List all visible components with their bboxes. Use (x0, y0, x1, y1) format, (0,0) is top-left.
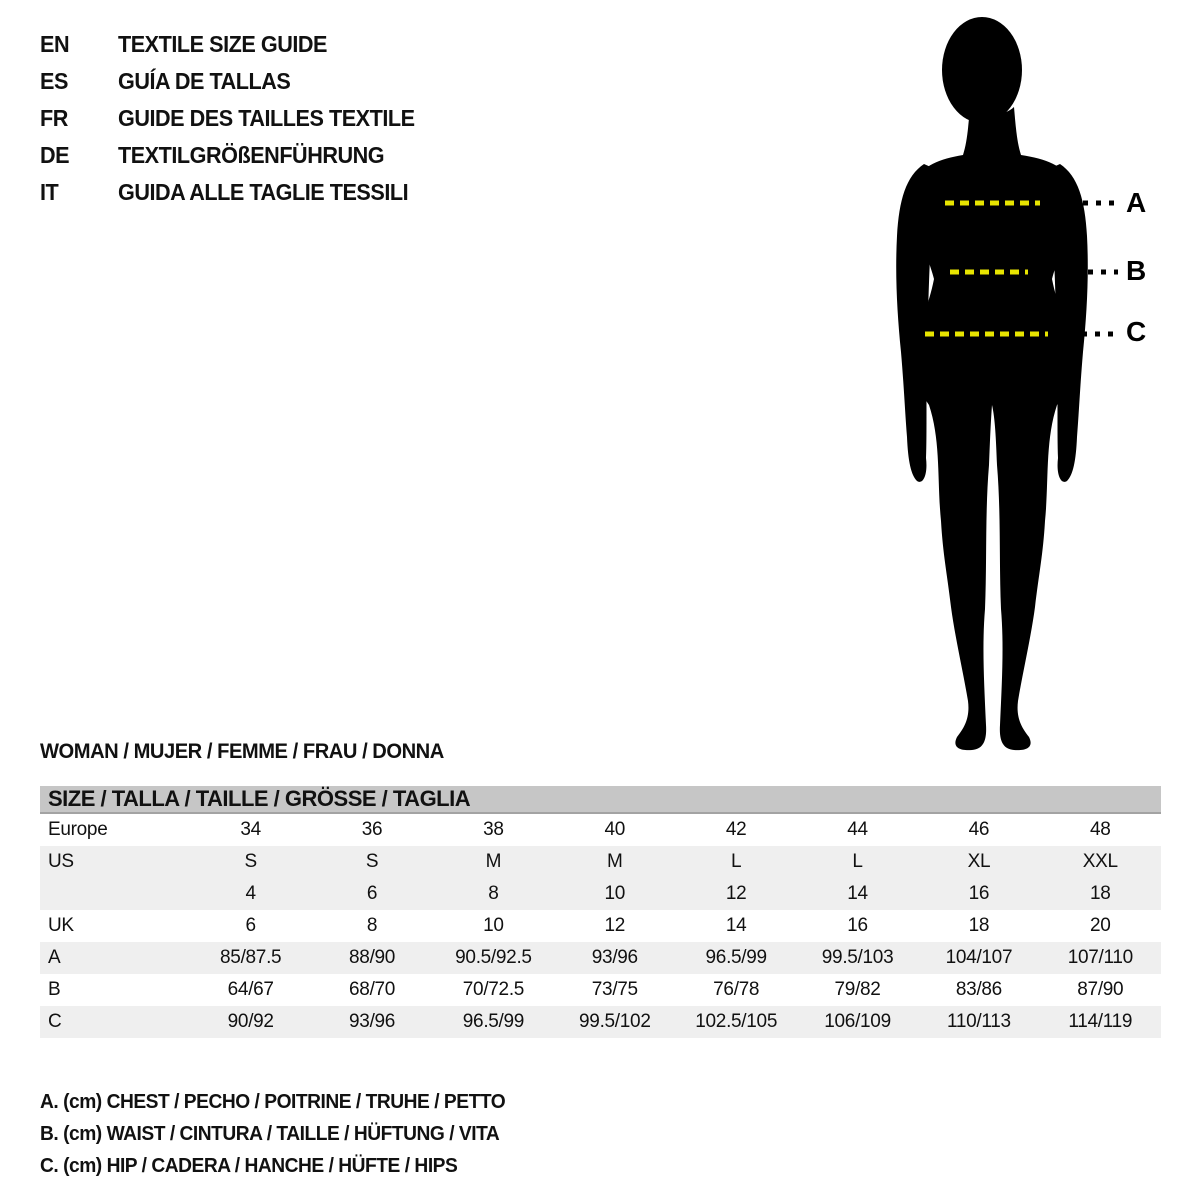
table-cell: 36 (361, 819, 383, 840)
row-label: US (48, 851, 74, 872)
title-row-es (40, 63, 434, 100)
table-cell: 114/119 (1068, 1011, 1133, 1032)
marker-label-chest: A (1126, 187, 1147, 218)
table-cell: 99.5/102 (579, 1011, 651, 1032)
table-cell: 34 (240, 819, 261, 840)
table-cell: 16 (847, 915, 868, 936)
table-cell: 42 (725, 819, 747, 840)
table-row-uk (40, 910, 1161, 942)
size-table (40, 786, 1161, 1038)
table-cell: 102.5/105 (695, 1011, 778, 1032)
table-cell: XL (967, 851, 991, 872)
table-row-us (40, 846, 1161, 878)
table-row-waist (40, 974, 1161, 1006)
table-row-chest (40, 942, 1161, 974)
table-cell: 68/70 (349, 979, 396, 1000)
marker-label-hip: C (1126, 316, 1147, 347)
table-cell: 48 (1090, 819, 1111, 840)
table-cell: 12 (604, 915, 626, 936)
table-cell: 14 (725, 915, 747, 936)
lang-code: DE (40, 142, 70, 168)
table-cell: 12 (725, 883, 747, 904)
table-cell: 20 (1090, 915, 1111, 936)
title-text: TEXTILE SIZE GUIDE (118, 31, 327, 57)
table-cell: 4 (245, 883, 256, 904)
lang-code: FR (40, 105, 68, 131)
table-cell: 18 (968, 915, 990, 936)
table-row-hip (40, 1006, 1161, 1038)
row-label: B (48, 979, 61, 1000)
table-cell: 10 (604, 883, 626, 904)
table-cell: 93/96 (349, 1011, 396, 1032)
row-label: Europe (48, 819, 108, 840)
gender-heading: WOMAN / MUJER / FEMME / FRAU / DONNA (40, 740, 444, 763)
row-label: C (48, 1011, 62, 1032)
table-cell: XXL (1082, 851, 1118, 872)
table-cell: L (852, 851, 863, 872)
table-cell: 99.5/103 (821, 947, 894, 968)
table-cell: 44 (847, 819, 868, 840)
table-cell: 73/75 (591, 979, 638, 1000)
table-cell: 46 (968, 819, 990, 840)
table-cell: 8 (488, 883, 499, 904)
table-cell: 40 (604, 819, 626, 840)
title-row-de (40, 137, 434, 174)
marker-label-waist: B (1126, 255, 1147, 286)
legend-hip: C. (cm) HIP / CADERA / HANCHE / HÜFTE / HIPS (40, 1154, 458, 1177)
table-cell: 16 (968, 883, 990, 904)
table-cell: 79/82 (834, 979, 881, 1000)
legend-waist: B. (cm) WAIST / CINTURA / TAILLE / HÜFTUNG / VITA (40, 1122, 500, 1145)
table-cell: 106/109 (824, 1011, 891, 1032)
table-cell: 96.5/99 (705, 947, 767, 968)
table-cell: M (607, 851, 623, 872)
table-cell: 88/90 (349, 947, 396, 968)
legend-chest: A. (cm) CHEST / PECHO / POITRINE / TRUHE / PETTO (40, 1090, 506, 1113)
title-row-fr (40, 100, 434, 137)
table-cell: 104/107 (945, 947, 1013, 968)
table-cell: 87/90 (1077, 979, 1124, 1000)
title-text: GUIDA ALLE TAGLIE TESSILI (118, 179, 409, 205)
table-cell: 70/72.5 (462, 979, 525, 1000)
table-cell: 83/86 (955, 979, 1002, 1000)
table-cell: 85/87.5 (220, 947, 282, 968)
table-cell: 14 (847, 883, 868, 904)
table-cell: 107/110 (1067, 947, 1133, 968)
table-cell: L (731, 851, 742, 872)
table-cell: 38 (483, 819, 504, 840)
table-cell: S (365, 851, 379, 872)
table-cell: 6 (245, 915, 256, 936)
row-label: UK (48, 915, 74, 936)
table-cell: 76/78 (713, 979, 760, 1000)
language-title-list (40, 26, 434, 211)
measurement-legend (40, 1086, 525, 1182)
woman-silhouette-figure (870, 12, 1160, 752)
title-text: GUÍA DE TALLAS (118, 68, 291, 94)
table-cell: 90.5/92.5 (455, 947, 532, 968)
table-row-europe (40, 814, 1161, 846)
lang-code: IT (40, 179, 59, 205)
row-label: A (48, 947, 61, 968)
title-row-en (40, 26, 434, 63)
table-cell: S (244, 851, 257, 872)
table-cell: M (485, 851, 502, 872)
table-cell: 18 (1090, 883, 1111, 904)
table-cell: 90/92 (227, 1011, 274, 1032)
table-cell: 96.5/99 (462, 1011, 525, 1032)
table-row-us-numeric (40, 878, 1161, 910)
lang-code: EN (40, 31, 70, 57)
table-cell: 93/96 (591, 947, 638, 968)
table-cell: 8 (366, 915, 378, 936)
silhouette-head (942, 17, 1022, 123)
title-text: TEXTILGRÖßENFÜHRUNG (118, 142, 385, 168)
table-cell: 6 (366, 883, 378, 904)
size-table-header: SIZE / TALLA / TAILLE / GRÖSSE / TAGLIA (40, 786, 1161, 814)
table-cell: 10 (483, 915, 504, 936)
table-cell: 64/67 (227, 979, 274, 1000)
table-cell: 110/113 (947, 1011, 1011, 1032)
title-text: GUIDE DES TAILLES TEXTILE (118, 105, 415, 131)
lang-code: ES (40, 68, 68, 94)
title-row-it (40, 174, 434, 211)
